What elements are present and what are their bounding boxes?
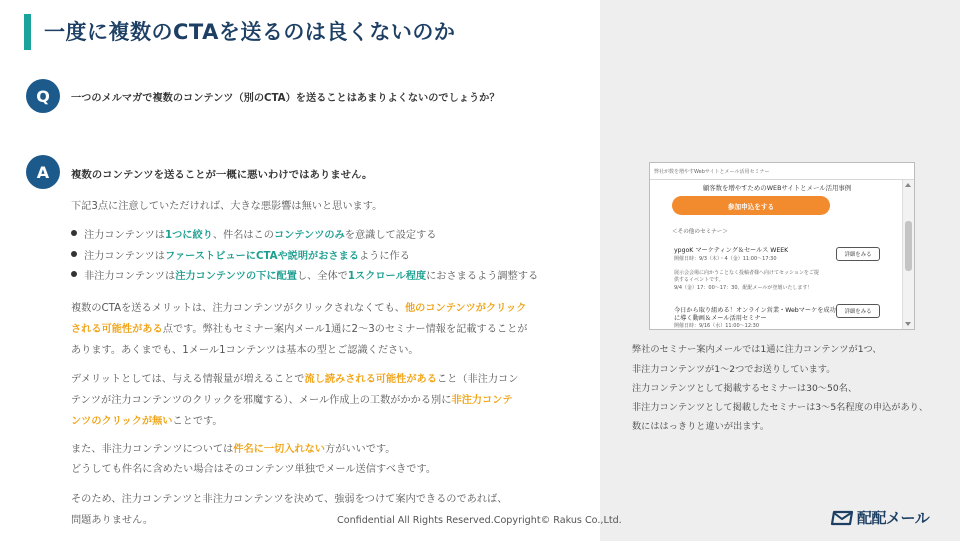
conclusion-line-2: 問題ありません。	[71, 515, 154, 526]
subject-line-1: また、非注力コンテンツについては件名に一切入れない方がいいです。	[71, 444, 396, 455]
demerit-line-1: デメリットとしては、与える情報量が増えることで流し読みされる可能性があること（非注力コン	[71, 374, 519, 385]
seminar-2-title: 今日から取り組める！オンライン営業・Webマーケを成功	[674, 307, 836, 314]
demerit-line-3: ンツのクリックが無いことです。	[71, 416, 223, 427]
seminar-1-desc: 展示会会場に向かうことなく投稿者様へ向けてセッションをご提	[674, 270, 819, 276]
merit-line-3: あります。あくまでも、1メール1コンテンツは基本の型とご認識ください。	[71, 345, 419, 356]
question-badge: Q	[26, 79, 60, 113]
merit-line-2: される可能性がある点です。弊社もセミナー案内メール1通に2～3のセミナー情報を記載することが	[71, 324, 528, 335]
scroll-down-icon[interactable]	[905, 322, 911, 326]
bullet-dot	[71, 230, 77, 236]
email-screenshot	[649, 162, 915, 330]
answer-intro: 下記3点に注意していただければ、大きな悪影響は無いと思います。	[71, 201, 383, 212]
caption-line-2: 非注力コンテンツが1～2つでお送りしています。	[632, 364, 836, 375]
other-seminars-heading: ＜その他のセミナー＞	[672, 229, 728, 235]
logo	[830, 507, 929, 528]
mail-icon	[830, 510, 854, 526]
seminar-1-title: ypgoK マーケティング＆セールス WEEK	[674, 247, 789, 254]
merit-line-1: 複数のCTAを送るメリットは、注力コンテンツがクリックされなくても、他のコンテンツがクリック	[71, 303, 527, 314]
scroll-up-icon[interactable]	[905, 183, 911, 187]
conclusion-line-1: そのため、注力コンテンツと非注力コンテンツを決めて、強弱をつけて案内できるのであれば、	[71, 494, 508, 505]
copyright-footer: Confidential All Rights Reserved.Copyright© Rakus Co.,Ltd.	[337, 515, 622, 526]
apply-button[interactable]: 参加申込をする	[672, 196, 830, 215]
bullet-item-2: 注力コンテンツはファーストビューにCTAや説明がおさまるように作る	[84, 251, 410, 262]
seminar-1-desc: 供するイベントです。	[674, 277, 724, 283]
caption-line-3: 注力コンテンツとして掲載するセミナーは30～50名、	[632, 383, 858, 394]
bullet-item-3: 非注力コンテンツは注力コンテンツの下に配置し、全体で1スクロール程度におさまるよう調整する	[84, 271, 539, 282]
seminar-2-title: に導く動画＆メール活用セミナー	[674, 315, 767, 322]
bullet-dot	[71, 251, 77, 257]
subject-line-2: どうしても件名に含めたい場合はそのコンテンツ単独でメール送信すべきです。	[71, 464, 437, 475]
seminar-2-detail-button[interactable]: 詳細をみる	[836, 304, 880, 318]
seminar-2-date: 開催日時：9/16（水）11:00～12:30	[674, 323, 760, 329]
caption-line-4: 非注力コンテンツとして掲載したセミナーは3～5名程度の申込があり、	[632, 402, 929, 413]
caption-line-1: 弊社のセミナー案内メールでは1通に注力コンテンツが1つ、	[632, 344, 882, 355]
question-text: 一つのメルマガで複数のコンテンツ（別のCTA）を送ることはあまりよくないのでしょうか？	[71, 93, 500, 104]
email-subject: 弊社が数を増やすWebサイトとメール活用セミナー	[650, 163, 914, 180]
email-headline: 顧客数を増やすためのWEBサイトとメール活用事例	[702, 184, 852, 192]
seminar-1-desc: 9/4（金）17：00～17：30、配配メールが登壇いたします！	[674, 285, 813, 291]
scrollbar-thumb[interactable]	[905, 221, 912, 271]
page-title: 一度に複数のCTAを送るのは良くないのか	[44, 20, 456, 44]
title-accent-bar	[24, 14, 31, 50]
seminar-1-detail-button[interactable]: 詳細をみる	[836, 247, 880, 261]
demerit-line-2: テンツが注力コンテンツのクリックを邪魔する）、メール作成上の工数がかかる別に非注力コンテ	[71, 395, 513, 406]
caption-line-5: 数にははっきりと違いが出ます。	[632, 421, 770, 432]
seminar-1-date: 開催日時：9/3（木）・4（金）11:00～17:30	[674, 256, 777, 262]
bullet-dot	[71, 271, 77, 277]
answer-badge: A	[26, 155, 60, 189]
logo-text: 配配メール	[857, 509, 930, 527]
answer-headline: 複数のコンテンツを送ることが一概に悪いわけではありません。	[71, 169, 373, 181]
bullet-item-1: 注力コンテンツは1つに絞り、件名はこのコンテンツのみを意識して設定する	[84, 230, 437, 241]
